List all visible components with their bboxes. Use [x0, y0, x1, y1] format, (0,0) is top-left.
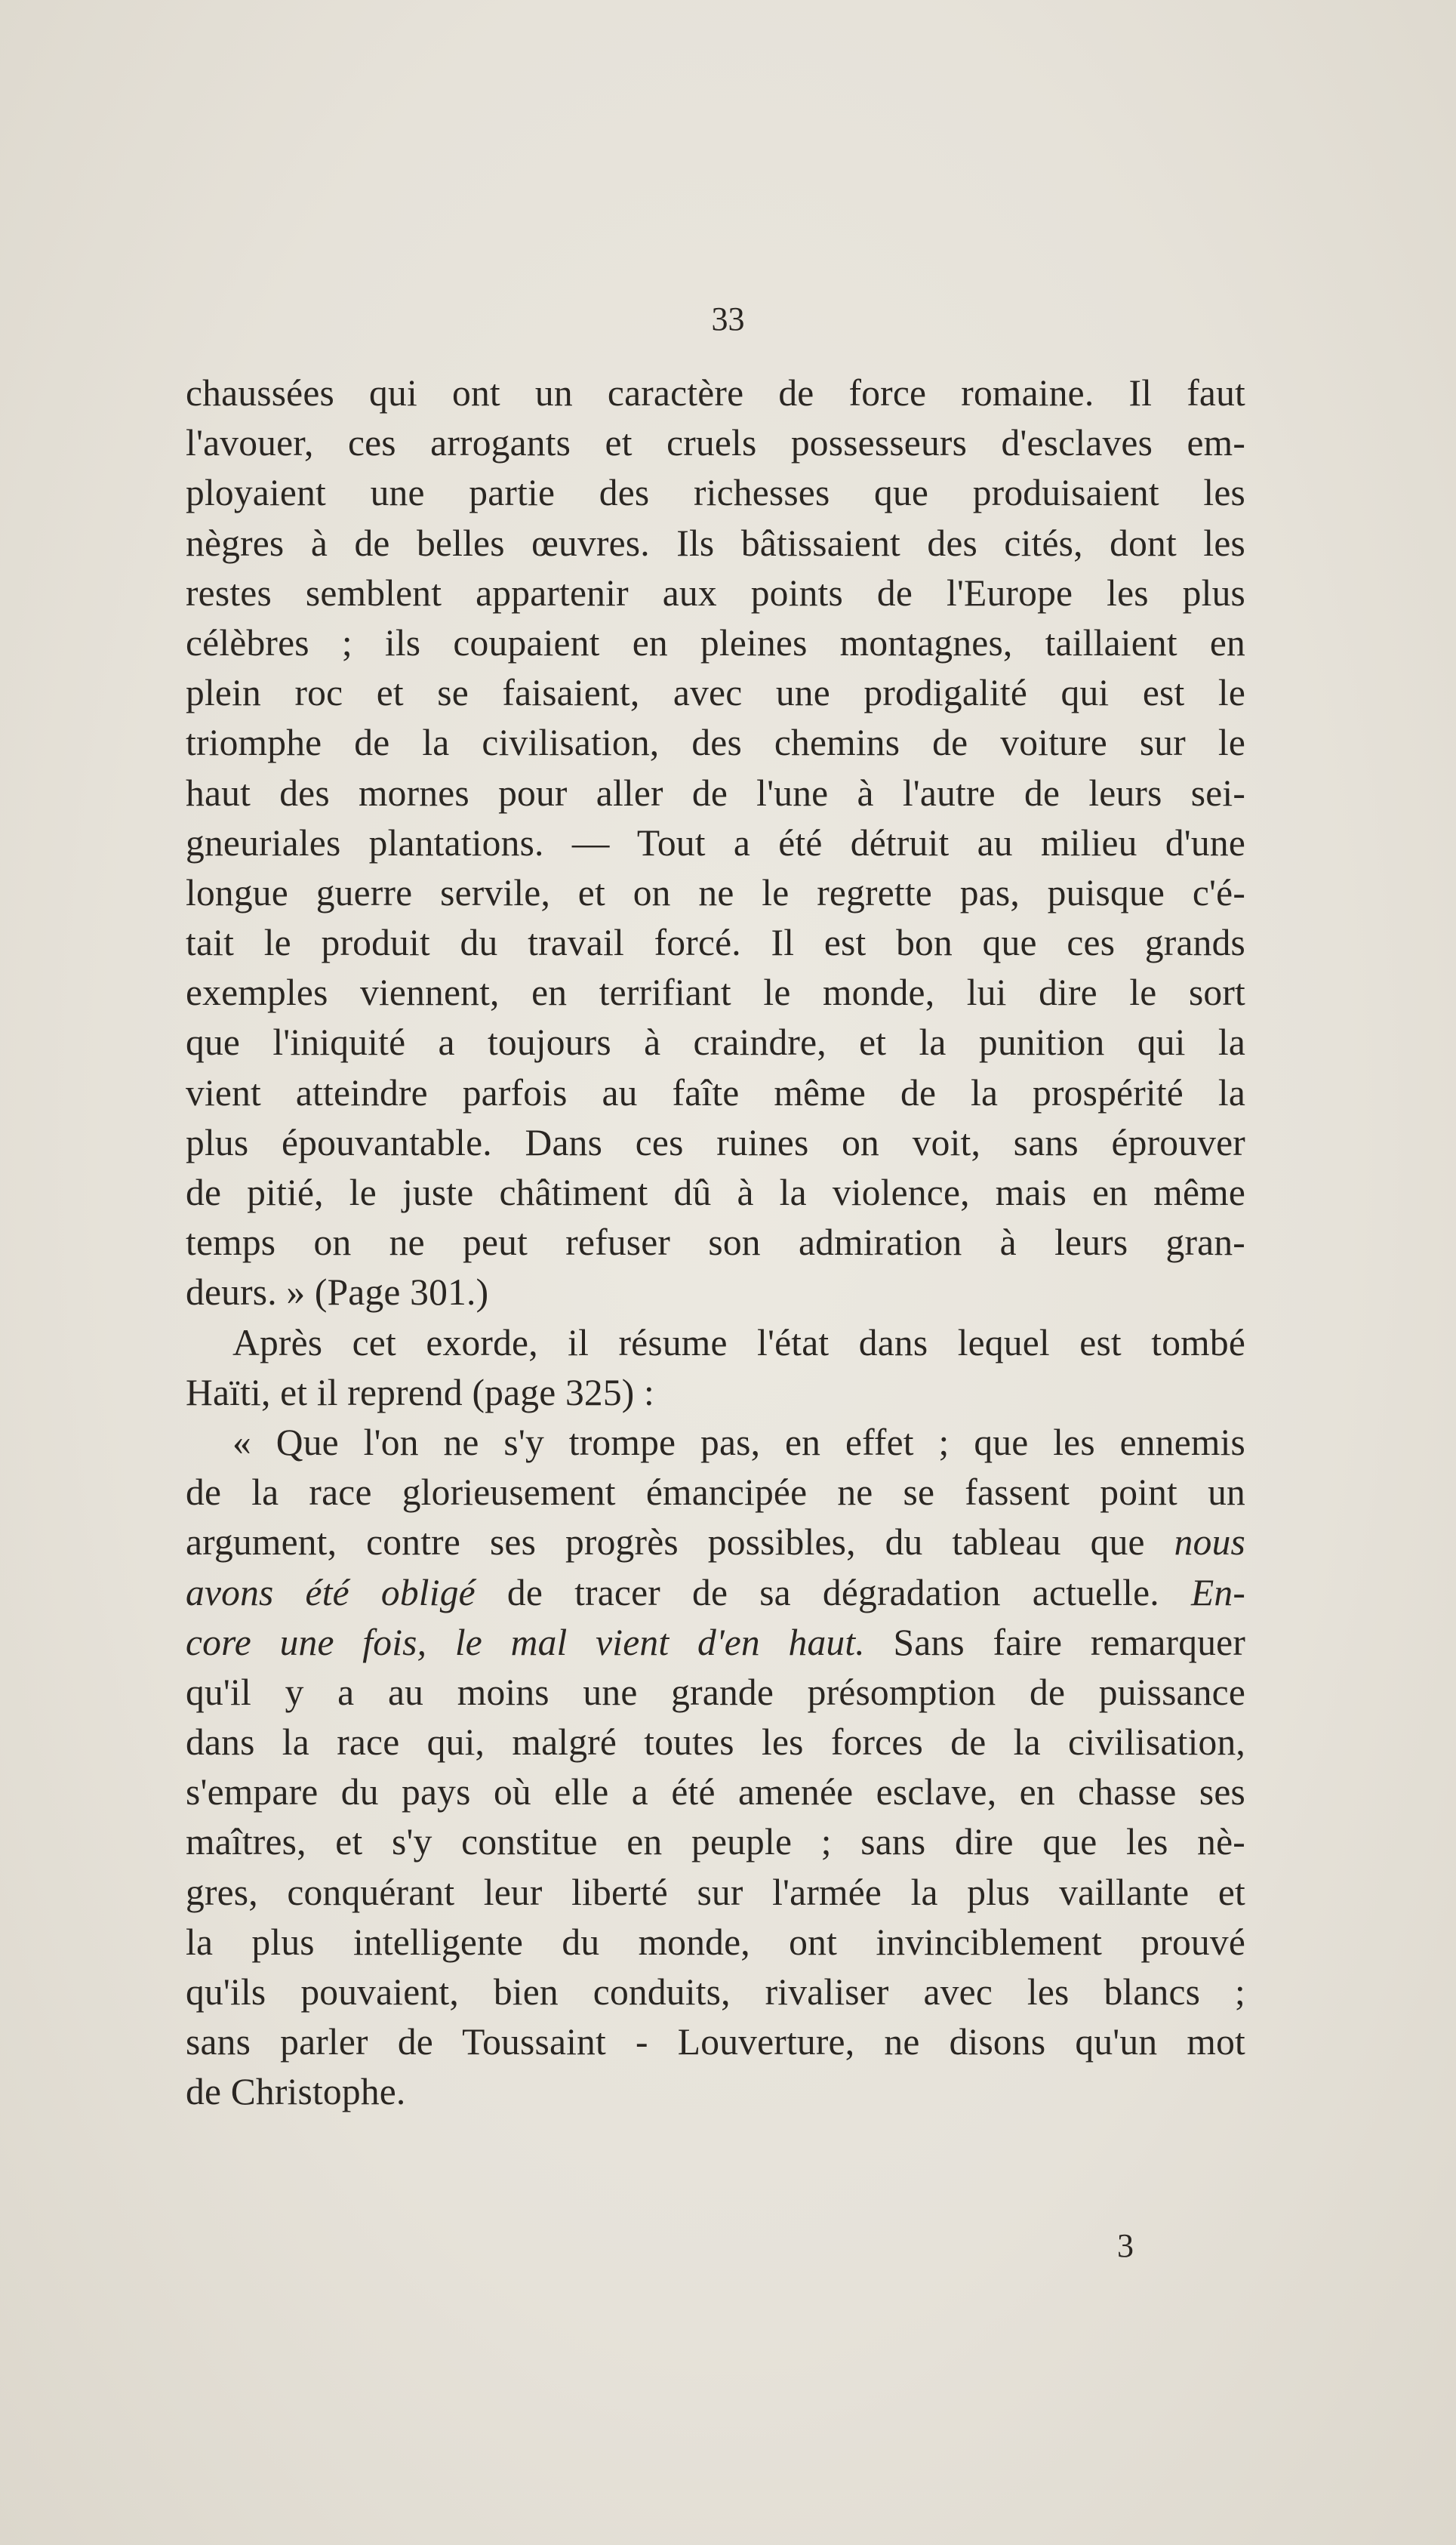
text-line — [186, 1618, 1245, 1668]
text-line: temps on ne peut refuser son admiration à leurs gran- — [186, 1222, 1245, 1264]
text-line: la plus intelligente du monde, ont invinciblement prouvé — [186, 1921, 1245, 1963]
text-segment: de tracer de sa dégradation actuelle. — [506, 1571, 1159, 1613]
text-line: haut des mornes pour aller de l'une à l'autre de leurs sei- — [186, 772, 1245, 814]
text-line: de Christophe. — [186, 2071, 406, 2113]
text-line: qu'ils pouvaient, bien conduits, rivaliser avec les blancs ; — [186, 1971, 1245, 2013]
text-line: l'avouer, ces arrogants et cruels possesseurs d'esclaves em- — [186, 422, 1245, 464]
text-line: ployaient une partie des richesses que produisaient les — [186, 472, 1245, 514]
text-line: « Que l'on ne s'y trompe pas, en effet ; que les ennemis — [232, 1421, 1245, 1463]
text-line: vient atteindre parfois au faîte même de la prospérité la — [186, 1071, 1245, 1114]
text-line: sans parler de Toussaint - Louverture, ne disons qu'un mot — [186, 2021, 1245, 2063]
text-line: s'empare du pays où elle a été amenée esclave, en chasse ses — [186, 1771, 1245, 1813]
text-line: de pitié, le juste châtiment dû à la violence, mais en même — [186, 1172, 1245, 1213]
body-text — [186, 368, 1245, 2118]
text-line — [186, 1568, 1245, 1618]
text-line: de la race glorieusement émancipée ne se fassent point un — [186, 1471, 1245, 1514]
text-segment: argument, contre ses progrès possibles, du tableau que — [186, 1521, 1145, 1564]
signature-mark: 3 — [1117, 2227, 1134, 2264]
text-line: restes semblent appartenir aux points de l'Europe les plus — [186, 572, 1245, 614]
text-line: célèbres ; ils coupaient en pleines montagnes, taillaient en — [186, 621, 1245, 664]
text-line: Haïti, et il reprend (page 325) : — [186, 1371, 654, 1413]
text-line: plein roc et se faisaient, avec une prodigalité qui est le — [186, 672, 1245, 714]
text-line: gres, conquérant leur liberté sur l'armée la plus vaillante et — [186, 1871, 1245, 1913]
italic-text: nous — [1174, 1521, 1245, 1564]
italic-text: core une fois, le mal vient d'en haut. — [186, 1621, 865, 1663]
page-number: 33 — [711, 300, 745, 337]
text-line: deurs. » (Page 301.) — [186, 1271, 489, 1314]
text-line: nègres à de belles œuvres. Ils bâtissaient des cités, dont les — [186, 522, 1245, 564]
text-line — [186, 1517, 1245, 1567]
text-line: dans la race qui, malgré toutes les forces de la civilisation, — [186, 1721, 1245, 1764]
italic-text: En- — [1190, 1571, 1246, 1613]
text-line: gneuriales plantations. — Tout a été détruit au milieu d'une — [186, 821, 1245, 864]
text-line: plus épouvantable. Dans ces ruines on voit, sans éprouver — [186, 1121, 1245, 1163]
text-line: chaussées qui ont un caractère de force romaine. Il faut — [186, 372, 1245, 414]
text-line: exemples viennent, en terrifiant le monde, lui dire le sort — [186, 972, 1245, 1014]
text-line: que l'iniquité a toujours à craindre, et la punition qui la — [186, 1021, 1245, 1064]
text-line: tait le produit du travail forcé. Il est bon que ces grands — [186, 922, 1245, 964]
italic-text: avons été obligé — [186, 1571, 476, 1613]
text-line: maîtres, et s'y constitue en peuple ; sans dire que les nè- — [186, 1821, 1245, 1863]
text-line: Après cet exorde, il résume l'état dans lequel est tombé — [232, 1321, 1245, 1363]
text-line: longue guerre servile, et on ne le regrette pas, puisque c'é- — [186, 871, 1245, 914]
text-segment: Sans faire remarquer — [893, 1621, 1245, 1663]
text-line: triomphe de la civilisation, des chemins de voiture sur le — [186, 722, 1245, 764]
text-line: qu'il y a au moins une grande présomption de puissance — [186, 1671, 1245, 1713]
